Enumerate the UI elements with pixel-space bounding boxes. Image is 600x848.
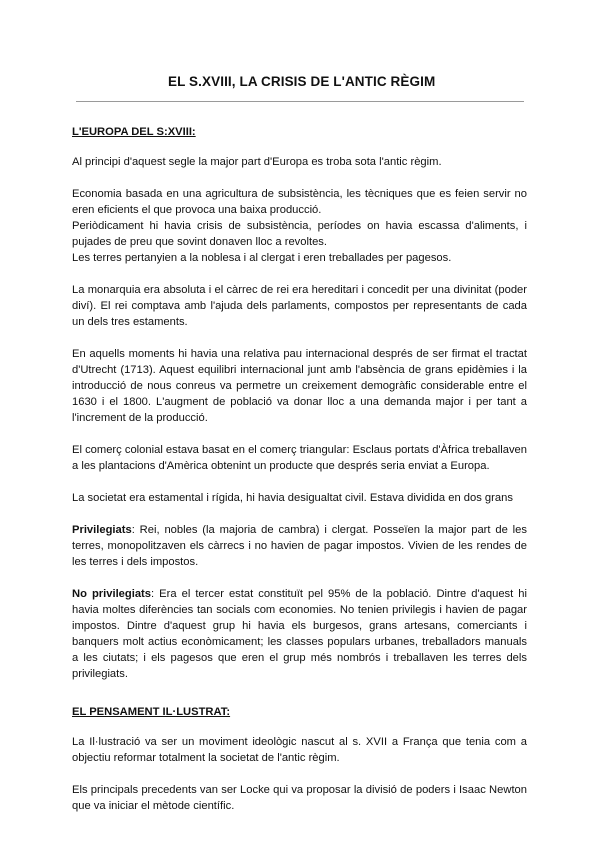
- nonprivileged-paragraph: [72, 586, 527, 682]
- paragraph: La monarquia era absoluta i el càrrec de rei era hereditari i concedit per una divinitat (poder diví). El rei comptava amb l'ajuda dels parlaments, compostos per representants de cada un dels tres estaments.: [72, 284, 527, 328]
- paragraph: Periòdicament hi havia crisis de subsistència, períodes on havia escassa d'aliments, i pujades de preu que sovint donaven lloc a revoltes.: [72, 220, 527, 248]
- page-title: EL S.XVIII, LA CRISIS DE L'ANTIC RÈGIM: [168, 74, 436, 89]
- paragraph: La societat era estamental i rígida, hi havia desigualtat civil. Estava dividida en dos grans: [72, 492, 513, 504]
- nonprivileged-text: : Era el tercer estat constituït pel 95% de la població. Dintre d'aquest hi havia moltes diferències tan socials com economies. No tenien privilegis i havien de pagar impostos. Dintre d'aquest grup hi havia els burgesos, grans artesans, comerciants i banquers molt actius econòmicament; les classes populars urbanes, treballadors manuals a les ciutats; i els pagesos que eren el grup més nombrós i treballaven les terres dels privilegiats.: [72, 588, 527, 680]
- title-divider: [76, 101, 524, 102]
- paragraph: En aquells moments hi havia una relativa pau internacional després de ser firmat el tractat d'Utrecht (1713). Aquest equilibri internacional junt amb l'absència de grans epidèmies i la introducció de nous conreus va permetre un creixement demogràfic considerable entre el 1630 i el 1800. L'augment de població va donar lloc a una demanda major i per tant a l'increment de la producció.: [72, 348, 527, 424]
- section-heading-illustracio: EL PENSAMENT IL·LUSTRAT:: [72, 706, 231, 718]
- paragraph: Els principals precedents van ser Locke qui va proposar la divisió de poders i Isaac Newton que va iniciar el mètode científic.: [72, 784, 527, 812]
- paragraph: Economia basada en una agricultura de subsistència, les tècniques que es feien servir no eren eficients el que provoca una baixa producció.: [72, 188, 527, 216]
- section-heading-europa: L'EUROPA DEL S:XVIII:: [72, 126, 196, 138]
- paragraph: La Il·lustració va ser un moviment ideològic nascut al s. XVII a França que tenia com a objectiu reformar totalment la societat de l'antic règim.: [72, 736, 527, 764]
- document-body: [72, 124, 527, 830]
- paragraph: El comerç colonial estava basat en el comerç triangular: Esclaus portats d'Àfrica treballaven a les plantacions d'Amèrica obtenint un producte que després seria enviat a Europa.: [72, 444, 527, 472]
- privileged-paragraph: [72, 522, 527, 570]
- paragraph: Les terres pertanyien a la noblesa i al clergat i eren treballades per pagesos.: [72, 252, 452, 264]
- paragraph: Al principi d'aquest segle la major part d'Europa es troba sota l'antic règim.: [72, 156, 442, 168]
- privileged-text: : Rei, nobles (la majoria de cambra) i clergat. Posseïen la major part de les terres, monopolitzaven els càrrecs i no havien de pagar impostos. Vivien de les rendes de les terres i dels impostos.: [72, 524, 527, 568]
- nonprivileged-label: No privilegiats: [72, 588, 152, 600]
- privileged-label: Privilegiats: [72, 524, 132, 536]
